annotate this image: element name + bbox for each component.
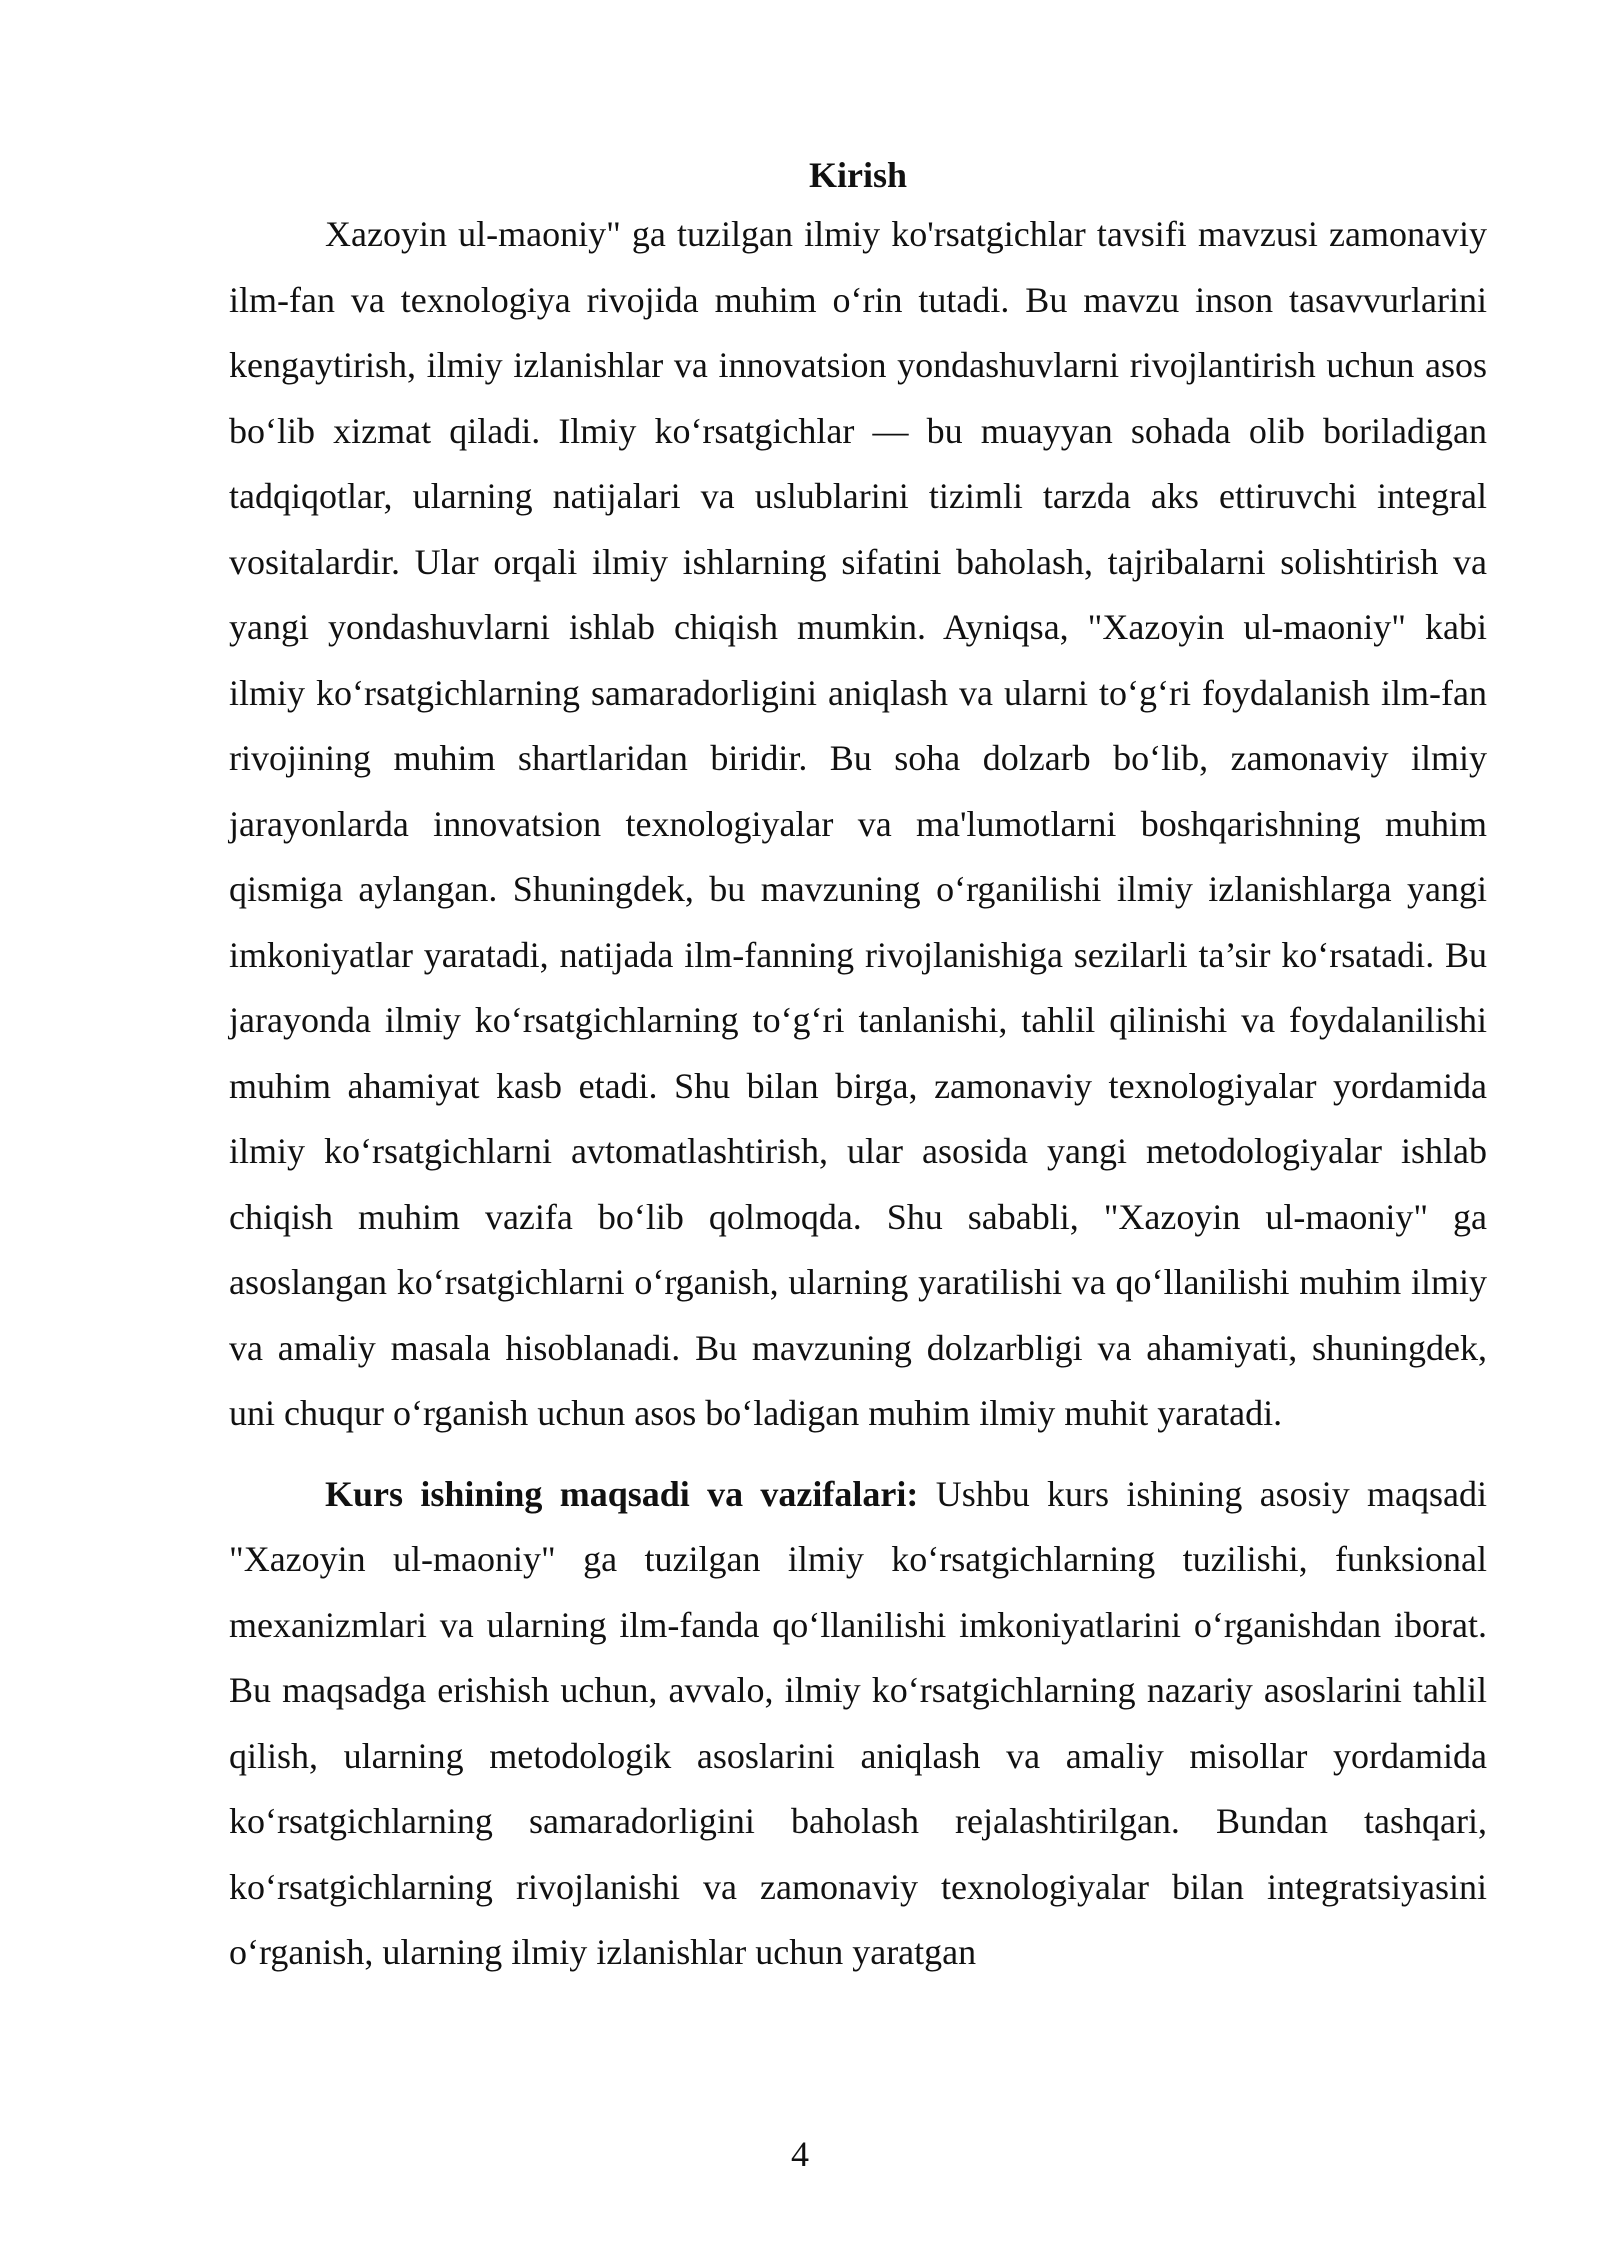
goals-body-text: Ushbu kurs ishining asosiy maqsadi "Xazoyin ul-maoniy" ga tuzilgan ilmiy ko‘rsatgichlarning tuzilishi, funksional mexanizmlari va ularning ilm-fanda qo‘llanilishi imkoniyatlarini o‘rganishdan iborat. Bu maqsadga erishish uchun, avvalo, ilmiy ko‘rsatgichlarning nazariy asoslarini tahlil qilish, ularning metodologik asoslarini aniqlash va amaliy misollar yordamida ko‘rsatgichlarning samaradorligini baholash rejalashtirilgan. Bundan tashqari, ko‘rsatgichlarning rivojlanishi va zamonaviy texnologiyalar bilan integratsiyasini o‘rganish, ularning ilmiy izlanishlar uchun yaratgan — [229, 1473, 1487, 1972]
page-number: 4 — [791, 2134, 809, 2174]
page-content — [229, 148, 1487, 1986]
section-heading: Kirish — [808, 155, 907, 195]
intro-paragraph: Xazoyin ul-maoniy" ga tuzilgan ilmiy ko'rsatgichlar tavsifi mavzusi zamonaviy ilm-fan va texnologiya rivojida muhim o‘rin tutadi. Bu mavzu inson tasavvurlarini kengaytirish, ilmiy izlanishlar va innovatsion yondashuvlarni rivojlantirish uchun asos bo‘lib xizmat qiladi. Ilmiy ko‘rsatgichlar — bu muayyan sohada olib boriladigan tadqiqotlar, ularning natijalari va uslublarini tizimli tarzda aks ettiruvchi integral vositalardir. Ular orqali ilmiy ishlarning sifatini baholash, tajribalarni solishtirish va yangi yondashuvlarni ishlab chiqish mumkin. Ayniqsa, "Xazoyin ul-maoniy" kabi ilmiy ko‘rsatgichlarning samaradorligini aniqlash va ularni to‘g‘ri foydalanish ilm-fan rivojining muhim shartlaridan biridir. Bu soha dolzarb bo‘lib, zamonaviy ilmiy jarayonlarda innovatsion texnologiyalar va ma'lumotlarni boshqarishning muhim qismiga aylangan. Shuningdek, bu mavzuning o‘rganilishi ilmiy izlanishlarga yangi imkoniyatlar yaratadi, natijada ilm-fanning rivojlanishiga sezilarli ta’sir ko‘rsatadi. Bu jarayonda ilmiy ko‘rsatgichlarning to‘g‘ri tanlanishi, tahlil qilinishi va foydalanilishi muhim ahamiyat kasb etadi. Shu bilan birga, zamonaviy texnologiyalar yordamida ilmiy ko‘rsatgichlarni avtomatlashtirish, ular asosida yangi metodologiyalar ishlab chiqish muhim vazifa bo‘lib qolmoqda. Shu sababli, "Xazoyin ul-maoniy" ga asoslangan ko‘rsatgichlarni o‘rganish, ularning yaratilishi va qo‘llanilishi muhim ilmiy va amaliy masala hisoblanadi. Bu mavzuning dolzarbligi va ahamiyati, shuningdek, uni chuqur o‘rganish uchun asos bo‘ladigan muhim ilmiy muhit yaratadi. — [229, 214, 1487, 1433]
goals-lead-text: Kurs ishining maqsadi va vazifalari: — [325, 1473, 919, 1514]
goals-paragraph — [229, 1462, 1487, 1986]
